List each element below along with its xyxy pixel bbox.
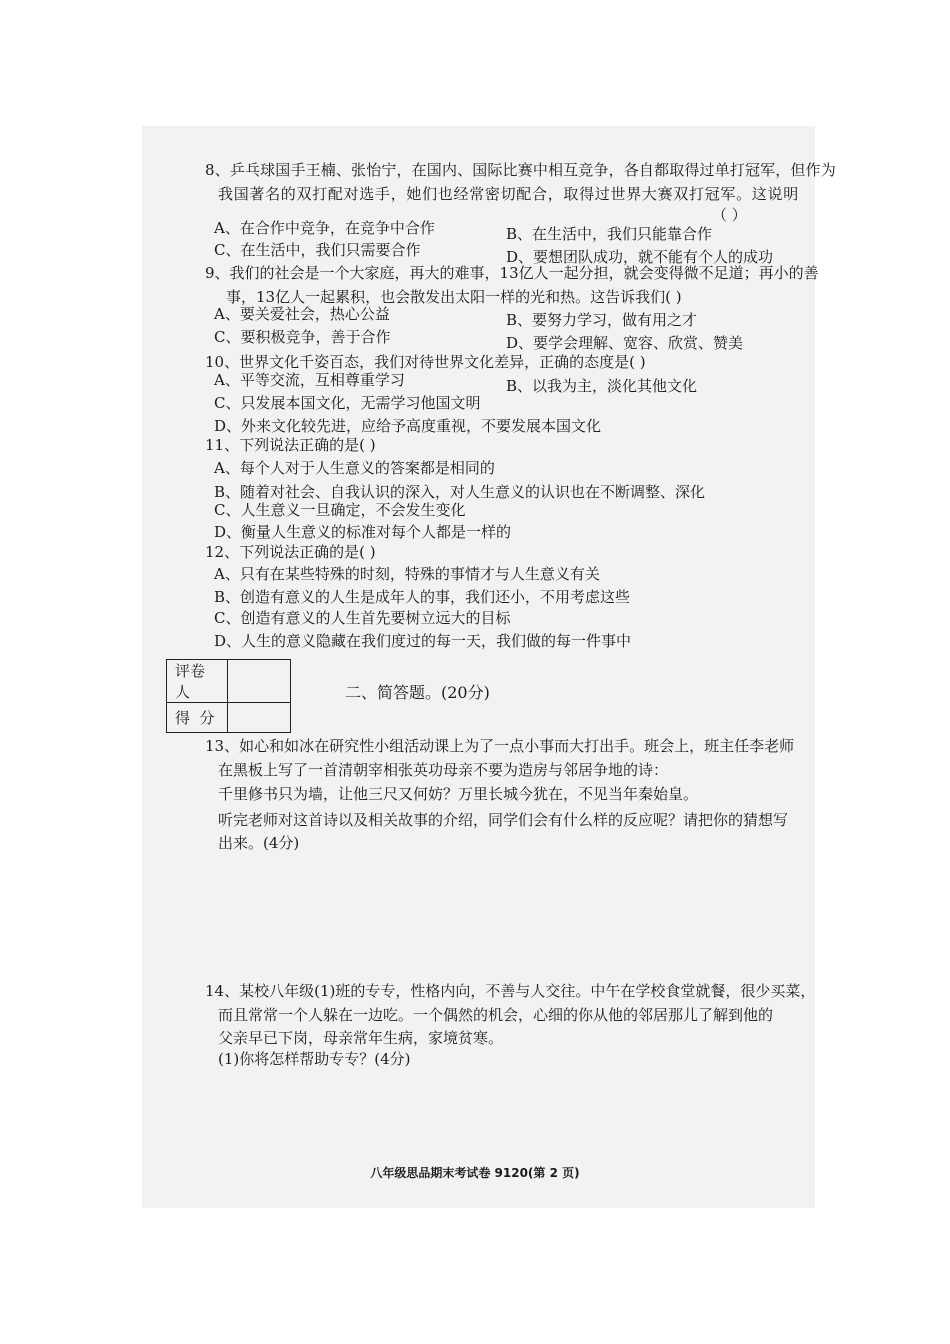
q14-subquestion-1: (1)你将怎样帮助专专？(4分) <box>218 1050 411 1068</box>
q9-stem-line1: 9、我们的社会是一个大家庭，再大的难事，13亿人一起分担，就会变得微不足道；再小的善 <box>205 264 819 282</box>
score-table <box>166 659 291 733</box>
q8-answer-paren: （ ） <box>712 206 747 224</box>
grader-label: 评卷人 <box>167 660 228 703</box>
q9-option-b: B、要努力学习，做有用之才 <box>506 311 698 329</box>
q13-line2: 在黑板上写了一首清朝宰相张英功母亲不要为造房与邻居争地的诗： <box>218 761 669 779</box>
q10-option-d: D、外来文化较先进，应给予高度重视，不要发展本国文化 <box>214 417 602 435</box>
q12-option-d: D、人生的意义隐藏在我们度过的每一天，我们做的每一件事中 <box>214 632 632 650</box>
q11-option-a: A、每个人对于人生意义的答案都是相同的 <box>214 459 495 477</box>
q14-line3: 父亲早已下岗，母亲常年生病，家境贫寒。 <box>218 1029 504 1047</box>
q13-line4: 听完老师对这首诗以及相关故事的介绍，同学们会有什么样的反应呢？请把你的猜想写 <box>218 811 789 829</box>
score-cell <box>228 703 291 733</box>
q10-option-a: A、平等交流，互相尊重学习 <box>214 371 405 389</box>
q8-option-b: B、在生活中，我们只能靠合作 <box>506 225 713 243</box>
q14-line1: 14、某校八年级(1)班的专专，性格内向，不善与人交往。中午在学校食堂就餐，很少买菜， <box>205 982 816 1000</box>
section-2-title: 二、简答题。(20分) <box>345 683 490 702</box>
grader-cell <box>228 660 291 703</box>
q12-option-a: A、只有在某些特殊的时刻，特殊的事情才与人生意义有关 <box>214 565 600 583</box>
q8-stem-line1: 8、乒乓球国手王楠、张怡宁，在国内、国际比赛中相互竞争，各自都取得过单打冠军，但作为 <box>205 161 836 179</box>
q13-line1: 13、如心和如冰在研究性小组活动课上为了一点小事而大打出手。班会上，班主任李老师 <box>205 737 795 755</box>
q9-option-a: A、要关爱社会，热心公益 <box>214 305 390 323</box>
q12-option-b: B、创造有意义的人生是成年人的事，我们还小，不用考虑这些 <box>214 588 631 606</box>
q11-option-b: B、随着对社会、自我认识的深入，对人生意义的认识也在不断调整、深化 <box>214 483 706 501</box>
q8-option-a: A、在合作中竞争，在竞争中合作 <box>214 219 435 237</box>
q9-option-c: C、要积极竞争，善于合作 <box>214 328 391 346</box>
q9-option-d: D、要学会理解、宽容、欣赏、赞美 <box>506 334 744 352</box>
q8-stem-line2: 我国著名的双打配对选手，她们也经常密切配合，取得过世界大赛双打冠军。这说明 <box>218 185 799 203</box>
score-label: 得 分 <box>167 703 228 733</box>
q12-option-c: C、创造有意义的人生首先要树立远大的目标 <box>214 609 511 627</box>
q11-stem: 11、下列说法正确的是( ) <box>205 436 376 454</box>
q10-option-c: C、只发展本国文化，无需学习他国文明 <box>214 394 481 412</box>
q9-stem-line2: 事，13亿人一起累积，也会散发出太阳一样的光和热。这告诉我们( ) <box>226 288 682 306</box>
q13-line5: 出来。(4分) <box>218 834 300 852</box>
q13-line3: 千里修书只为墙，让他三尺又何妨？万里长城今犹在，不见当年秦始皇。 <box>218 785 699 803</box>
q8-option-d: D、要想团队成功，就不能有个人的成功 <box>506 248 774 266</box>
q12-stem: 12、下列说法正确的是( ) <box>205 543 376 561</box>
q10-option-b: B、以我为主，淡化其他文化 <box>506 377 698 395</box>
q11-option-d: D、衡量人生意义的标准对每个人都是一样的 <box>214 523 512 541</box>
q11-option-c: C、人生意义一旦确定，不会发生变化 <box>214 501 466 519</box>
page-footer: 八年级思品期末考试卷 9120(第 2 页) <box>370 1166 580 1180</box>
q10-stem: 10、世界文化千姿百态，我们对待世界文化差异，正确的态度是( ) <box>205 353 646 371</box>
q14-line2: 而且常常一个人躲在一边吃。一个偶然的机会，心细的你从他的邻居那儿了解到他的 <box>218 1006 774 1024</box>
q8-option-c: C、在生活中，我们只需要合作 <box>214 241 421 259</box>
